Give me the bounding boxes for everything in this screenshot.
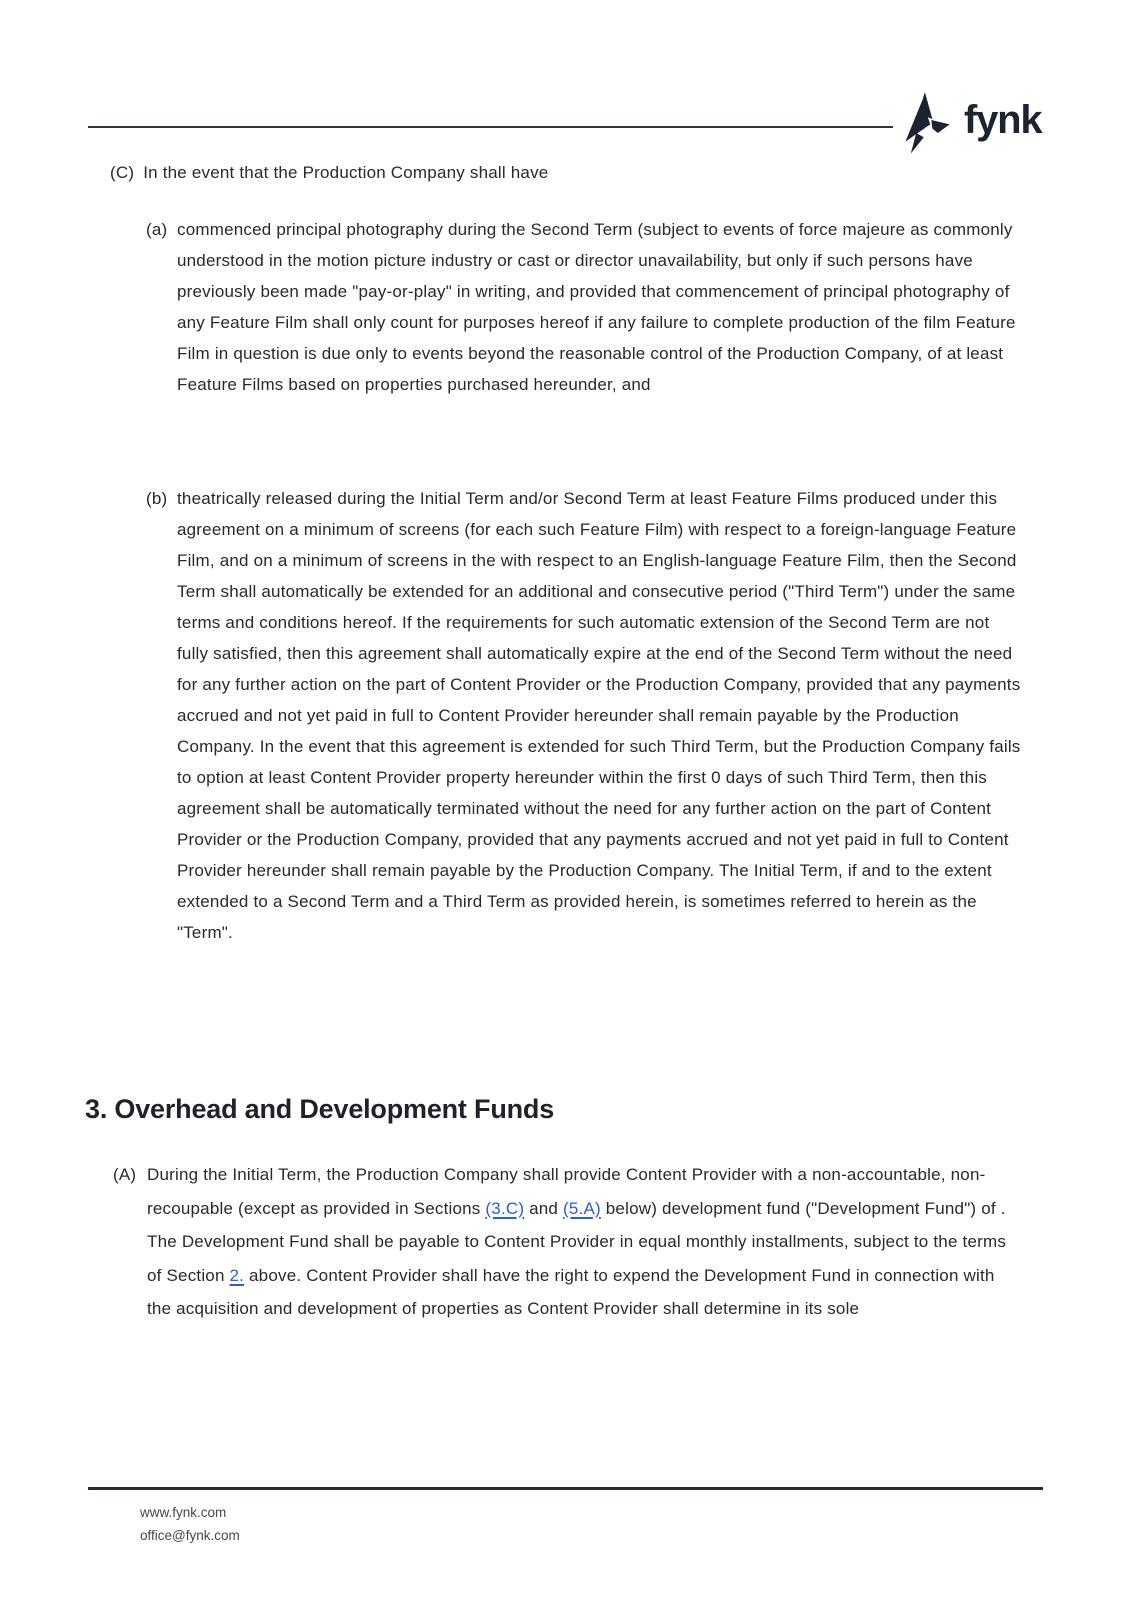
subclause-b <box>146 483 1022 948</box>
clause-a-text <box>147 1158 1021 1326</box>
subclause-b-text: theatrically released during the Initial Term and/or Second Term at least Feature Films produced under this agreement on a minimum of screens (for each such Feature Film) with respect to a foreign-language Feature Film, and on a minimum of screens in the with respect to an English-language Feature Film, then the Second Term shall automatically be extended for an additional and consecutive period ("Third Term") under the same terms and conditions hereof. If the requirements for such automatic extension of the Second Term are not fully satisfied, then this agreement shall automatically expire at the end of the Second Term without the need for any further action on the part of Content Provider or the Production Company, provided that any payments accrued and not yet paid in full to Content Provider hereunder shall remain payable by the Production Company. In the event that this agreement is extended for such Third Term, but the Production Company fails to option at least Content Provider property hereunder within the first 0 days of such Third Term, then this agreement shall be automatically terminated without the need for any further action on the part of Content Provider or the Production Company, provided that any payments accrued and not yet paid in full to Content Provider hereunder shall remain payable by the Production Company. The Initial Term, if and to the extent extended to a Second Term and a Third Term as provided herein, is sometimes referred to herein as the "Term". <box>177 489 1021 942</box>
footer-website: www.fynk.com <box>140 1505 227 1520</box>
subclause-a-label: (a) <box>146 220 168 239</box>
clause-a <box>113 1158 1021 1326</box>
section-reference-link[interactable]: 2. <box>229 1265 245 1285</box>
section-reference-link[interactable]: (3.C) <box>485 1198 525 1218</box>
section-heading: 3. Overhead and Development Funds <box>85 1094 555 1124</box>
page-footer <box>140 1501 240 1547</box>
clause-text-segment: below) development fund ("Development Fund") of . The Development Fund shall be payable to Content Provider in equal monthly installments, subject to the terms of Section <box>147 1198 1007 1285</box>
fynk-logo <box>900 92 1041 154</box>
fynk-bird-icon <box>900 92 954 154</box>
clause-c <box>110 161 1050 185</box>
clause-a-label: (A) <box>113 1165 137 1184</box>
subclause-a-text: commenced principal photography during the Second Term (subject to events of force majeure as commonly understood in the motion picture industry or cast or director unavailability, but only if such persons have previously been made "pay-or-play" in writing, and provided that commencement of principal photography of any Feature Film shall only count for purposes hereof if any failure to complete production of the film Feature Film in question is due only to events beyond the reasonable control of the Production Company, of at least Feature Films based on properties purchased hereunder, and <box>177 220 1016 394</box>
clause-c-text: In the event that the Production Company shall have <box>143 163 549 182</box>
header-divider <box>88 126 893 128</box>
section-reference-link[interactable]: (5.A) <box>563 1198 601 1218</box>
footer-divider <box>88 1487 1043 1490</box>
clause-c-label: (C) <box>110 163 135 182</box>
clause-text-segment: During the Initial Term, the Production Company shall provide Content Provider with a non-accountable, non-recoupable (except as provided in Sections <box>147 1165 986 1218</box>
clause-text-segment: and <box>524 1198 564 1218</box>
subclause-a <box>146 214 1022 400</box>
clause-text-segment: above. Content Provider shall have the right to expend the Development Fund in connection with the acquisition and development of properties as Content Provider shall determine in its sole <box>147 1265 995 1318</box>
subclause-b-label: (b) <box>146 489 168 508</box>
fynk-wordmark: fynk <box>964 98 1042 142</box>
footer-email: office@fynk.com <box>140 1528 240 1543</box>
